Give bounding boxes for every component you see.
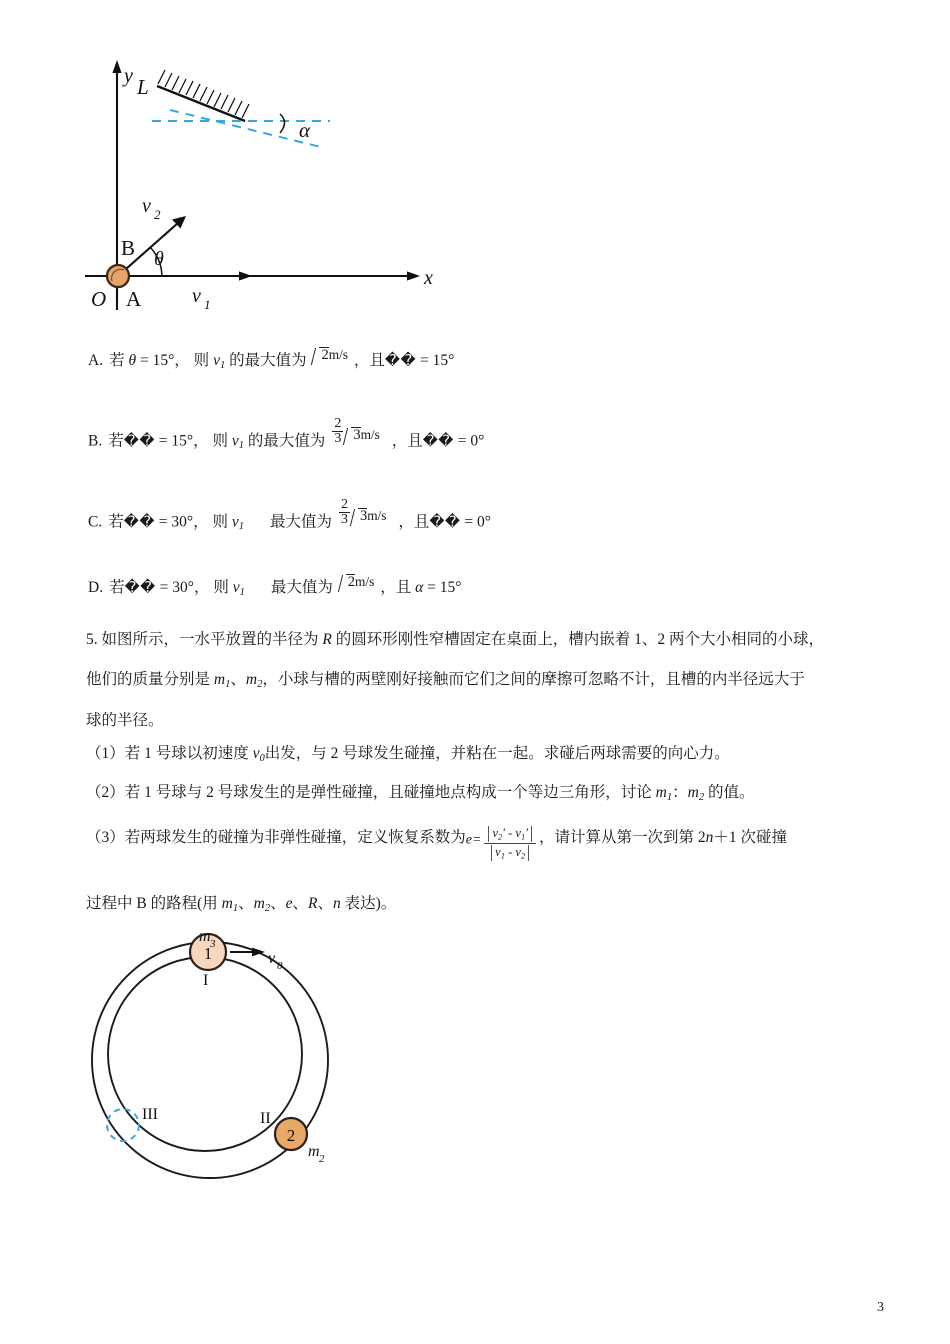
sub2-m2-sub: 2: [698, 791, 705, 803]
question5-stem-line2: [86, 668, 876, 693]
stem-line2-a: 他们的质量分别是: [86, 671, 214, 689]
wall-label-L: L: [137, 75, 149, 99]
option-a-eq2: = 15°: [419, 352, 455, 370]
option-b-symbol2: ��: [422, 432, 454, 450]
svg-text:v: v: [192, 285, 201, 307]
option-d-radicand: 2: [347, 574, 356, 590]
option-b-unit: m/s: [360, 427, 380, 443]
question5-sub2: [86, 781, 876, 806]
sub3b-text-b: 表达)。: [340, 895, 397, 912]
sub3b-e: e: [285, 895, 293, 912]
num-v1-sub: 1: [520, 831, 526, 842]
option-d-eq1: = 30°，: [159, 579, 210, 597]
option-d-mid: 最大值为: [270, 579, 333, 597]
v2-label: [142, 195, 161, 222]
sub3b-m2-sub: 2: [264, 902, 271, 914]
option-a-mid: 的最大值为: [229, 352, 307, 370]
stem-line2-b: ，小球与槽的两壁刚好接触而它们之间的摩擦可忽略不计，且槽的内半径远大于: [262, 671, 805, 689]
sub3b-sep1: 、: [238, 895, 254, 912]
stem-line2-sep: 、: [230, 671, 246, 689]
option-c-eq1: = 30°，: [158, 513, 209, 531]
den-v2-sub: 2: [520, 850, 526, 861]
den-v1: v: [495, 845, 501, 860]
y-axis-label: y: [124, 65, 133, 87]
svg-text:3: 3: [210, 938, 216, 950]
v1-arrow: [118, 271, 252, 280]
alpha-label: α: [299, 118, 311, 142]
option-b-symbol1: ��: [123, 432, 155, 450]
option-c-then: 则: [212, 513, 229, 531]
sub3b-sep4: 、: [317, 895, 333, 912]
num-v2-sub: 2: [498, 831, 503, 842]
sub1-v0: v: [252, 745, 260, 762]
num-v2: v: [492, 826, 498, 841]
x-axis-label: x: [424, 267, 433, 289]
option-c-letter: C.: [88, 513, 103, 531]
restitution-denominator: [484, 843, 536, 862]
position-label-3: III: [142, 1106, 158, 1123]
v1-label: [192, 285, 211, 312]
sub3-text-c: ＋1 次碰撞: [713, 828, 787, 846]
sub1-text-b: 出发，与 2 号球发生碰撞，并粘在一起。求碰后两球需要的向心力。: [264, 745, 730, 762]
option-a-tail: ，且: [353, 352, 385, 370]
sub3b-m1-sub: 1: [232, 902, 239, 914]
option-d: [88, 572, 888, 601]
sub3b-sep2: 、: [270, 895, 286, 912]
option-d-symbol2: α: [415, 579, 424, 597]
question5-stem-line3: [86, 709, 876, 733]
stem-line1-R: R: [322, 631, 332, 648]
alpha-angle-marker: [280, 114, 285, 133]
svg-text:v: v: [268, 950, 276, 967]
sub3b-m2: m: [253, 895, 265, 912]
stem-line2-m1-sub: 1: [225, 678, 231, 690]
ring-track-diagram: [82, 930, 412, 1200]
sub2-m2: m: [687, 784, 699, 801]
y-axis: [112, 60, 121, 298]
option-d-var-sub: 1: [239, 587, 245, 599]
svg-text:2: 2: [154, 207, 161, 222]
sub1-text-a: （1）若 1 号球以初速度: [86, 745, 253, 762]
sub3b-R: R: [308, 895, 318, 912]
option-a-then: 则: [193, 352, 210, 370]
option-c-var-sub: 1: [238, 521, 245, 533]
svg-text:v: v: [142, 195, 151, 217]
option-c-tail: ，且: [398, 513, 430, 531]
sub2-text-a: （2）若 1 号球与 2 号球发生的是弹性碰撞，且碰撞地点构成一个等边三角形，讨论: [86, 784, 656, 801]
option-b-fraction: [332, 417, 343, 447]
option-b-eq1: = 15°，: [158, 432, 209, 450]
question5-sub3: [86, 824, 876, 861]
sub3b-sep3: 、: [292, 895, 309, 912]
ball-2-mass-label: [308, 1143, 325, 1165]
option-b-letter: B.: [88, 432, 103, 450]
option-c-var: v: [231, 513, 239, 531]
svg-text:2: 2: [319, 1153, 325, 1165]
den-v2: v: [515, 845, 521, 860]
sub3-text-a: （3）若两球发生的碰撞为非弹性碰撞，定义恢复系数为: [86, 828, 466, 846]
sub2-text-b: 的值。: [704, 784, 755, 801]
question5-sub3-line2: [86, 892, 876, 917]
option-b-frac-num: 2: [334, 416, 342, 431]
option-c-frac-den: 3: [340, 512, 348, 528]
option-c-frac-num: 2: [340, 497, 348, 512]
option-c-mid: 最大值为: [270, 513, 333, 531]
option-d-then: 则: [213, 579, 229, 597]
option-d-eq2: = 15°: [427, 579, 462, 597]
option-c-symbol2: ��: [429, 513, 461, 531]
option-b-radicand: 3: [353, 427, 361, 444]
option-d-var: v: [232, 579, 240, 597]
sub3b-m1: m: [221, 895, 233, 912]
page-number: 3: [877, 1300, 884, 1315]
option-c-unit: m/s: [367, 508, 387, 524]
point-b-label: B: [121, 236, 136, 260]
option-c-radicand: 3: [359, 508, 368, 525]
question5-stem-line1: [86, 628, 876, 652]
option-d-prefix: 若: [109, 579, 125, 597]
option-a-var: v: [213, 352, 220, 370]
den-v1-sub: 1: [500, 850, 505, 861]
option-d-tail: ，且: [380, 579, 412, 597]
option-b: [88, 417, 888, 454]
stem-line2-m1: m: [213, 671, 226, 689]
svg-text:m: m: [199, 930, 211, 945]
num-v1: v: [515, 826, 521, 841]
option-a-prefix: 若: [109, 352, 125, 370]
point-a-label: A: [126, 287, 142, 311]
question5-stem: [86, 628, 876, 733]
option-c: [88, 498, 888, 535]
ball-1-label: 1: [203, 944, 213, 963]
sub2-m1-sub: 1: [666, 791, 673, 803]
stem-line3: 球的半径。: [86, 712, 164, 730]
den-minus: -: [508, 845, 513, 860]
sub2-colon: ：: [672, 784, 688, 801]
option-c-fraction: [339, 498, 350, 528]
option-d-value: [339, 572, 375, 594]
sub3-e-symbol: e: [465, 832, 472, 848]
sub1-v0-sub: 0: [259, 752, 265, 764]
option-a-symbol1: θ: [128, 352, 137, 370]
option-a-symbol2: ��: [384, 352, 417, 370]
option-b-frac-den: 3: [334, 431, 342, 447]
sub3b-n: n: [333, 895, 341, 912]
restitution-numerator: $v_2' - v_1'$: [484, 825, 536, 843]
option-c-prefix: 若: [108, 513, 124, 531]
position-label-2: II: [260, 1110, 271, 1127]
option-d-symbol1: ��: [124, 579, 156, 597]
option-d-letter: D.: [88, 579, 104, 597]
ball-2-label: 2: [286, 1126, 296, 1145]
option-a-unit: m/s: [328, 347, 348, 362]
option-b-tail: ，且: [391, 432, 423, 450]
stem-line2-m2-sub: 2: [257, 678, 263, 690]
sub3b-text-a: 过程中 B 的路程(用: [86, 895, 222, 912]
option-a-letter: A.: [88, 352, 104, 370]
option-d-unit: m/s: [355, 574, 375, 589]
wall-line-L: [157, 70, 249, 121]
svg-text:m: m: [308, 1143, 320, 1160]
svg-text:0: 0: [277, 960, 283, 972]
option-a-radicand: 2: [321, 347, 329, 363]
option-a: [88, 345, 888, 374]
coordinate-diagram: [80, 48, 480, 313]
option-c-value: [338, 498, 387, 528]
origin-label: O: [91, 287, 107, 311]
option-b-var: v: [231, 432, 239, 450]
sub3-equals: =: [471, 832, 482, 848]
option-b-mid: 的最大值为: [247, 432, 326, 450]
sub3-text-b: ，请计算从第一次到第 2: [538, 828, 706, 846]
option-c-eq2: = 0°: [464, 513, 491, 531]
option-b-then: 则: [212, 432, 229, 450]
svg-text:1: 1: [204, 297, 211, 312]
restitution-fraction: [484, 825, 536, 862]
option-a-eq1: = 15°，: [139, 352, 190, 370]
sub2-m1: m: [655, 784, 667, 801]
theta-label: θ: [154, 248, 164, 270]
option-b-var-sub: 1: [238, 440, 245, 452]
option-a-var-sub: 1: [219, 360, 226, 372]
question5-sub1: [86, 742, 876, 767]
stem-line2-m2: m: [245, 671, 258, 689]
option-c-symbol1: ��: [123, 513, 155, 531]
stem-line1-b: 的圆环形刚性窄槽固定在桌面上，槽内嵌着 1、2 两个大小相同的小球，: [331, 631, 824, 648]
num-minus: -: [508, 826, 513, 841]
position-label-1: I: [203, 972, 209, 989]
origin-ball: [107, 265, 129, 287]
option-a-value: [312, 345, 348, 367]
option-b-value: [331, 417, 380, 447]
option-b-prefix: 若: [108, 432, 124, 450]
stem-line1-a: 5. 如图所示，一水平放置的半径为: [86, 631, 323, 648]
sub3-n: n: [705, 828, 714, 846]
option-b-eq2: = 0°: [457, 432, 485, 450]
